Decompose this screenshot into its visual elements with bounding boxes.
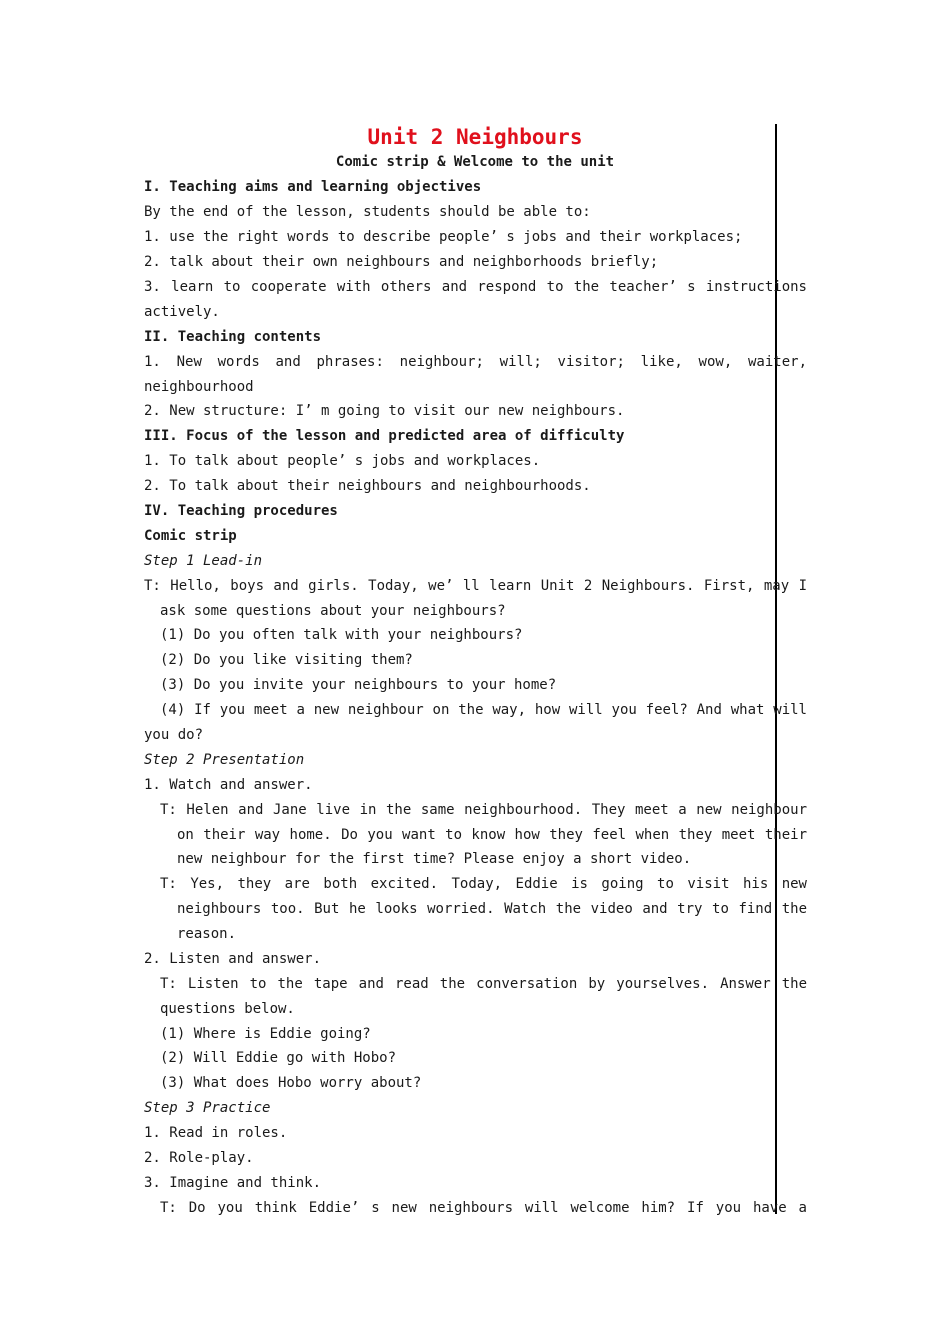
text-line: T: Listen to the tape and read the conversation by yourselves. Answer the [160,976,807,992]
list-item: 2. Listen and answer. [144,951,322,967]
text-line: T: Do you think Eddie’ s new neighbours will welcome him? If you have a [160,1200,807,1216]
question-item: (2) Will Eddie go with Hobo? [160,1050,397,1066]
subsection-heading: Comic strip [144,528,237,544]
list-item: 3. Imagine and think. [144,1175,322,1191]
question-item: (3) What does Hobo worry about? [160,1075,422,1091]
section-heading: I. Teaching aims and learning objectives [144,179,482,195]
step-heading: Step 3 Practice [144,1100,271,1116]
question-item: (1) Do you often talk with your neighbours? [160,627,523,643]
section-heading: III. Focus of the lesson and predicted area of difficulty [144,428,625,444]
question-item: (4) If you meet a new neighbour on the way, how will you feel? And what will [160,702,807,718]
question-item: (2) Do you like visiting them? [160,652,413,668]
list-item: 1. To talk about people’ s jobs and workplaces. [144,453,541,469]
list-item: 2. To talk about their neighbours and neighbourhoods. [144,478,591,494]
text-line: By the end of the lesson, students should be able to: [144,204,591,220]
text-line: T: Hello, boys and girls. Today, we’ ll learn Unit 2 Neighbours. First, may I [144,578,807,594]
document-subtitle: Comic strip & Welcome to the unit [335,154,615,170]
list-item: 1. Watch and answer. [144,777,313,793]
list-item: 1. Read in roles. [144,1125,288,1141]
text-line: neighbours too. But he looks worried. Watch the video and try to find the [177,901,807,917]
section-heading: II. Teaching contents [144,329,322,345]
text-line: actively. [144,304,220,320]
text-line: ask some questions about your neighbours? [160,603,506,619]
step-heading: Step 1 Lead-in [144,553,263,569]
question-item: (3) Do you invite your neighbours to your home? [160,677,557,693]
text-line: you do? [144,727,204,743]
list-item: 2. Role-play. [144,1150,254,1166]
section-heading: IV. Teaching procedures [144,503,338,519]
list-item: 1. use the right words to describe people’ s jobs and their workplaces; [144,229,743,245]
text-line: on their way home. Do you want to know how they feel when they meet their [177,827,807,843]
question-item: (1) Where is Eddie going? [160,1026,371,1042]
text-line: T: Yes, they are both excited. Today, Eddie is going to visit his new [160,876,807,892]
text-line: questions below. [160,1001,295,1017]
list-item: 2. talk about their own neighbours and neighborhoods briefly; [144,254,659,270]
list-item: 1. New words and phrases: neighbour; will; visitor; like, wow, waiter, [144,354,807,370]
step-heading: Step 2 Presentation [144,752,305,768]
list-item: 3. learn to cooperate with others and respond to the teacher’ s instructions [144,279,807,295]
text-line: reason. [177,926,237,942]
document-title: Unit 2 Neighbours [367,125,583,149]
text-line: neighbourhood [144,379,254,395]
list-item: 2. New structure: I’ m going to visit our new neighbours. [144,403,625,419]
text-line: T: Helen and Jane live in the same neighbourhood. They meet a new neighbour [160,802,807,818]
text-line: new neighbour for the first time? Please enjoy a short video. [177,851,692,867]
